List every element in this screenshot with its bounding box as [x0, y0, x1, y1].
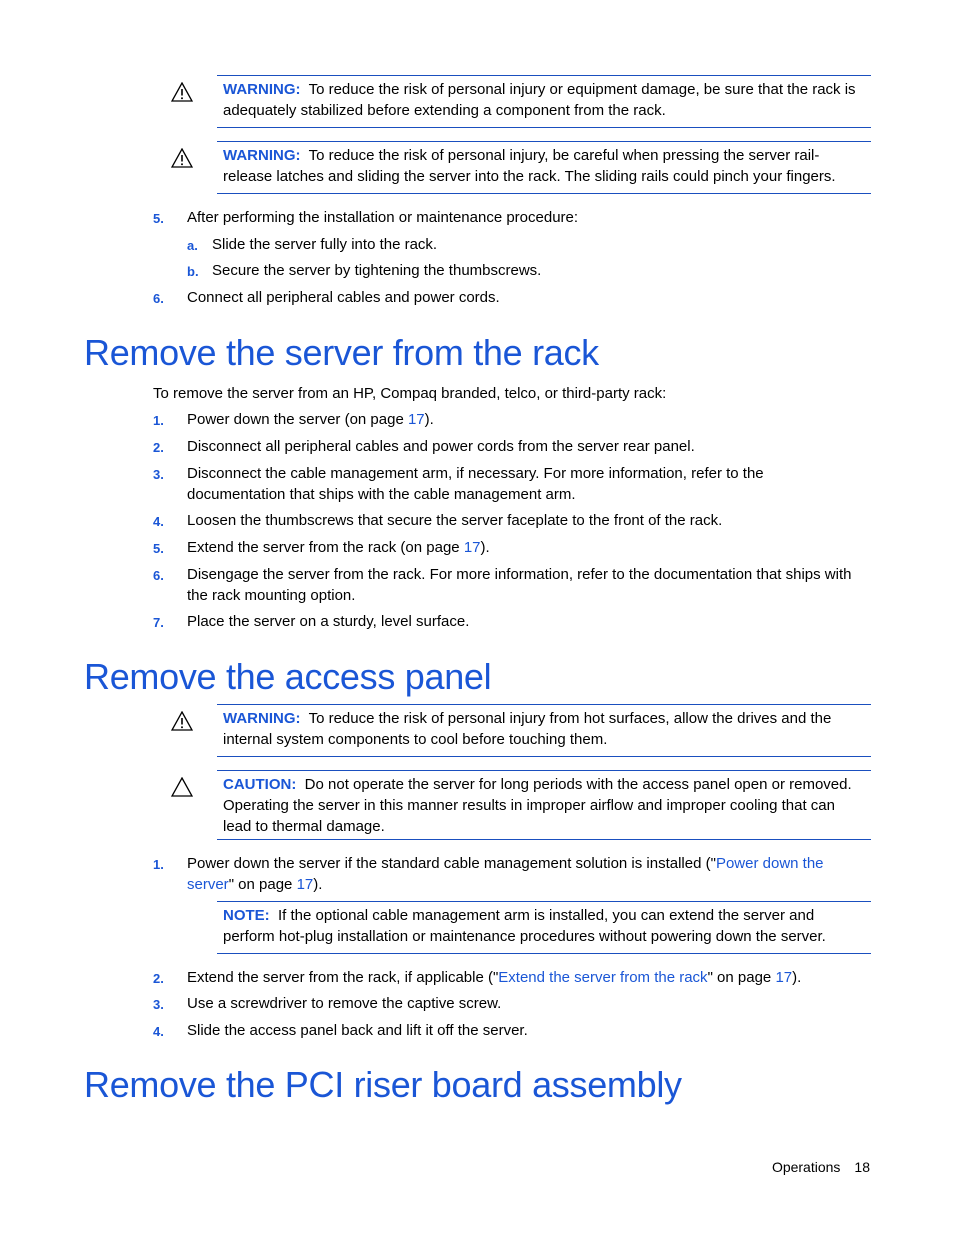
note-box: [217, 901, 871, 954]
warning-label: WARNING:: [223, 81, 301, 98]
warning-text: To reduce the risk of personal injury from hot surfaces, allow the drives and the internal system components to cool before touching them.: [223, 710, 832, 748]
list-item: [187, 967, 871, 988]
list-item-text: " on page: [228, 876, 297, 893]
page-number: 18: [854, 1159, 870, 1175]
warning-icon: [171, 82, 193, 102]
list-item: Place the server on a sturdy, level surface.: [187, 613, 470, 630]
page-footer: [772, 1157, 870, 1178]
list-number: 3.: [153, 997, 164, 1012]
list-item: Disengage the server from the rack. For more information, refer to the documentation that ships with the rack mounting option.: [187, 566, 852, 604]
section-intro: To remove the server from an HP, Compaq branded, telco, or third-party rack:: [153, 385, 667, 402]
footer-section: Operations: [771, 1159, 841, 1175]
list-number: 1.: [153, 857, 164, 872]
list-number: 6.: [153, 291, 164, 306]
warning-text: To reduce the risk of personal injury, be careful when pressing the server rail-release latches and sliding the server into the rack. The sliding rails could pinch your fingers.: [223, 147, 836, 185]
cross-ref-link[interactable]: Extend the server from the rack: [498, 969, 708, 986]
list-number: 5.: [153, 211, 164, 226]
page-link[interactable]: 17: [407, 411, 425, 428]
sublist-item: Secure the server by tightening the thumbscrews.: [212, 262, 542, 279]
note-text: If the optional cable management arm is installed, you can extend the server and perform hot-plug installation or maintenance procedures without powering down the server.: [223, 907, 826, 945]
list-number: 2.: [153, 971, 164, 986]
list-number: 2.: [153, 440, 164, 455]
list-item: Disconnect the cable management arm, if necessary. For more information, refer to the documentation that ships with the cable management arm.: [187, 465, 764, 503]
page-link[interactable]: 17: [775, 969, 793, 986]
list-number: 1.: [153, 413, 164, 428]
caution-icon: [171, 777, 193, 797]
list-item: Slide the access panel back and lift it off the server.: [187, 1022, 528, 1039]
sublist-letter: b.: [187, 264, 199, 279]
list-number: 5.: [153, 541, 164, 556]
list-number: 7.: [153, 615, 164, 630]
list-item: [187, 409, 871, 430]
cross-ref-link[interactable]: Power down the server: [187, 855, 824, 893]
page-link[interactable]: 17: [296, 876, 314, 893]
warning-icon: [171, 148, 193, 168]
list-item: After performing the installation or maintenance procedure:: [187, 209, 579, 226]
list-number: 4.: [153, 514, 164, 529]
list-item-text: Extend the server from the rack (on page: [187, 539, 464, 556]
list-item-text: ).: [480, 539, 490, 556]
list-item-text: ).: [424, 411, 434, 428]
warning-label: WARNING:: [223, 710, 301, 727]
list-item: [187, 853, 847, 895]
page-link[interactable]: 17: [463, 539, 481, 556]
list-item: Connect all peripheral cables and power cords.: [187, 289, 500, 306]
list-item-text: ).: [313, 876, 323, 893]
list-number: 6.: [153, 568, 164, 583]
warning-box: [217, 704, 871, 757]
caution-label: CAUTION:: [223, 776, 297, 793]
list-item: Use a screwdriver to remove the captive screw.: [187, 995, 502, 1012]
list-item-text: " on page: [707, 969, 776, 986]
list-number: 3.: [153, 467, 164, 482]
warning-icon: [171, 711, 193, 731]
warning-text: To reduce the risk of personal injury or equipment damage, be sure that the rack is adequately stabilized before extending a component from the rack.: [223, 81, 856, 119]
list-item-text: ).: [792, 969, 802, 986]
caution-box: [217, 770, 871, 840]
section-heading: Remove the PCI riser board assembly: [84, 1064, 682, 1105]
warning-box: [217, 141, 871, 194]
list-number: 4.: [153, 1024, 164, 1039]
list-item: Loosen the thumbscrews that secure the server faceplate to the front of the rack.: [187, 512, 723, 529]
list-item-text: Extend the server from the rack, if applicable (": [187, 969, 499, 986]
list-item: Disconnect all peripheral cables and power cords from the server rear panel.: [187, 438, 695, 455]
section-heading: Remove the access panel: [84, 656, 492, 697]
warning-box: [217, 75, 871, 128]
section-heading: Remove the server from the rack: [84, 332, 599, 373]
sublist-letter: a.: [187, 238, 198, 253]
list-item-text: Power down the server if the standard cable management solution is installed (": [187, 855, 716, 872]
caution-text: Do not operate the server for long periods with the access panel open or removed. Operating the server in this manner results in improper airflow and improper cooling that can lead to thermal damage.: [223, 776, 852, 835]
warning-label: WARNING:: [223, 147, 301, 164]
sublist-item: Slide the server fully into the rack.: [212, 236, 438, 253]
note-label: NOTE:: [223, 907, 270, 924]
list-item: [187, 537, 871, 558]
list-item-text: Power down the server (on page: [187, 411, 408, 428]
